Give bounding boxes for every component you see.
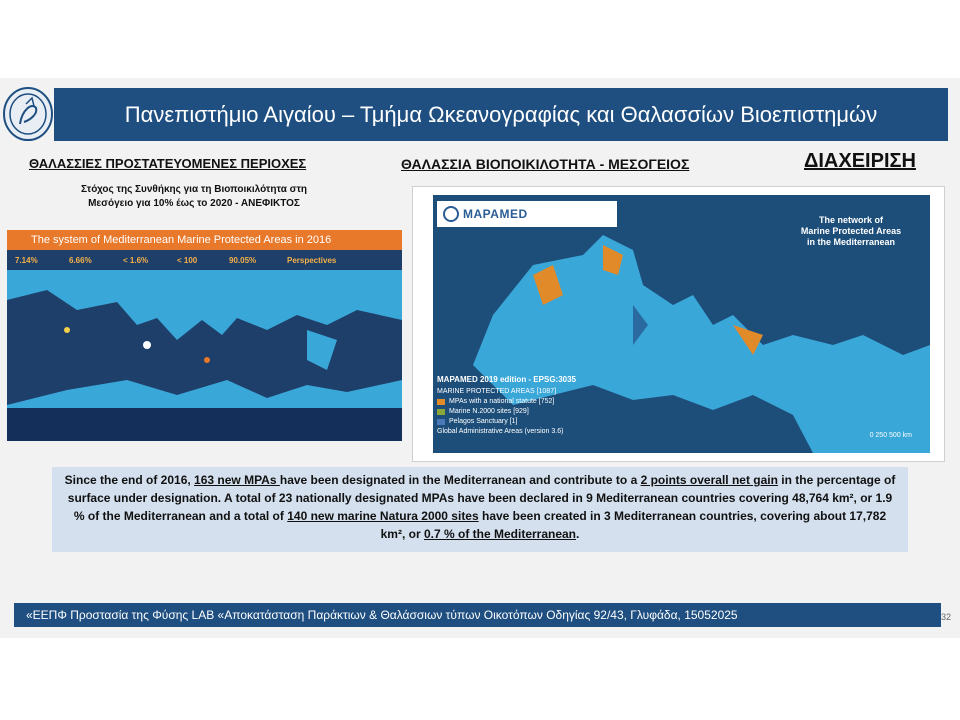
section-heading-biodiversity: ΘΑΛΑΣΣΙΑ ΒΙΟΠΟΙΚΙΛΟΤΗΤΑ - ΜΕΣΟΓΕΙΟΣ — [401, 156, 690, 172]
mapamed-wave-icon — [443, 206, 459, 222]
map-title — [786, 215, 916, 248]
highlight-natura-sites: 140 new marine Natura 2000 sites — [287, 509, 479, 523]
goal-line-2: Μεσόγειο για 10% έως το 2020 - ΑΝΕΦΙΚΤΟΣ — [88, 198, 300, 209]
legend-swatch — [437, 419, 445, 425]
goal-line-1: Στόχος της Συνθήκης για τη Βιοποικιλότητα στη — [80, 184, 308, 195]
stat-4: < 100 — [177, 256, 198, 265]
page-number: 32 — [941, 612, 952, 622]
stat-2: 6.66% — [69, 256, 92, 265]
mpa-system-infographic — [7, 230, 402, 441]
stat-1: 7.14% — [15, 256, 38, 265]
stat-6: Perspectives — [287, 256, 337, 265]
map-legend — [437, 375, 576, 437]
map-scale-bar: 0 250 500 km — [869, 432, 912, 439]
legend-item: Pelagos Sanctuary [1] — [437, 417, 576, 427]
highlight-net-gain: 2 points overall net gain — [640, 473, 778, 487]
legend-item: Marine N.2000 sites [929] — [437, 407, 576, 417]
section-heading-management: ΔΙΑΧΕΙΡΙΣΗ — [804, 150, 916, 172]
legend-item: Global Administrative Areas (version 3.6) — [437, 428, 564, 435]
footer-bar: «ΕΕΠΦ Προστασία της Φύσης LAB «Αποκατάσταση Παράκτιων & Θαλάσσιων τύπων Οικοτόπων Οδηγίας 92/43, Γλυφάδα, 15052025 — [14, 603, 941, 627]
legend-swatch — [437, 399, 445, 405]
section-heading-mpa: ΘΑΛΑΣΣΙΕΣ ΠΡΟΣΤΑΤΕΥΟΜΕΝΕΣ ΠΕΡΙΟΧΕΣ — [29, 156, 307, 171]
stat-5: 90.05% — [229, 256, 257, 265]
map-title-line-2: Marine Protected Areas — [800, 226, 902, 236]
map-title-line-1: The network of — [818, 215, 883, 225]
infographic-banner: The system of Mediterranean Marine Protected Areas in 2016 — [7, 230, 402, 250]
legend-item: MPAs with a national statute [752] — [437, 397, 576, 407]
page-title: Πανεπιστήμιο Αιγαίου – Τμήμα Ωκεανογραφίας και Θαλασσίων Βιοεπιστημών — [54, 88, 948, 141]
legend-swatch — [437, 409, 445, 415]
university-seal-icon — [2, 86, 54, 143]
legend-item: MARINE PROTECTED AREAS [1087] — [437, 388, 557, 395]
summary-box: Since the end of 2016, 163 new MPAs have been designated in the Mediterranean and contribute to a 2 points overall net gain in the percentage of surface under designation. A total of 23 nationally designated MPAs have been declared in 9 Mediterranean countries covering 48,764 km², or 1.9 % of the Mediterranean and a total of 140 new marine Natura 2000 sites have been created in 3 Mediterranean countries, covering about 17,782 km², or 0.7 % of the Mediterranean. — [52, 467, 908, 552]
stat-3: < 1.6% — [123, 256, 149, 265]
goal-statement — [20, 183, 368, 211]
legend-title: MAPAMED 2019 edition - EPSG:3035 — [437, 375, 576, 384]
mediterranean-map-small — [7, 230, 402, 441]
mapamed-logo — [437, 201, 617, 227]
mapamed-map-card — [412, 186, 945, 462]
map-title-line-3: in the Mediterranean — [806, 237, 896, 247]
highlight-new-mpas: 163 new MPAs — [194, 473, 280, 487]
highlight-percentage: 0.7 % of the Mediterranean — [423, 527, 577, 541]
mapamed-logo-text: MAPAMED — [463, 207, 528, 221]
mapamed-map — [433, 195, 930, 453]
